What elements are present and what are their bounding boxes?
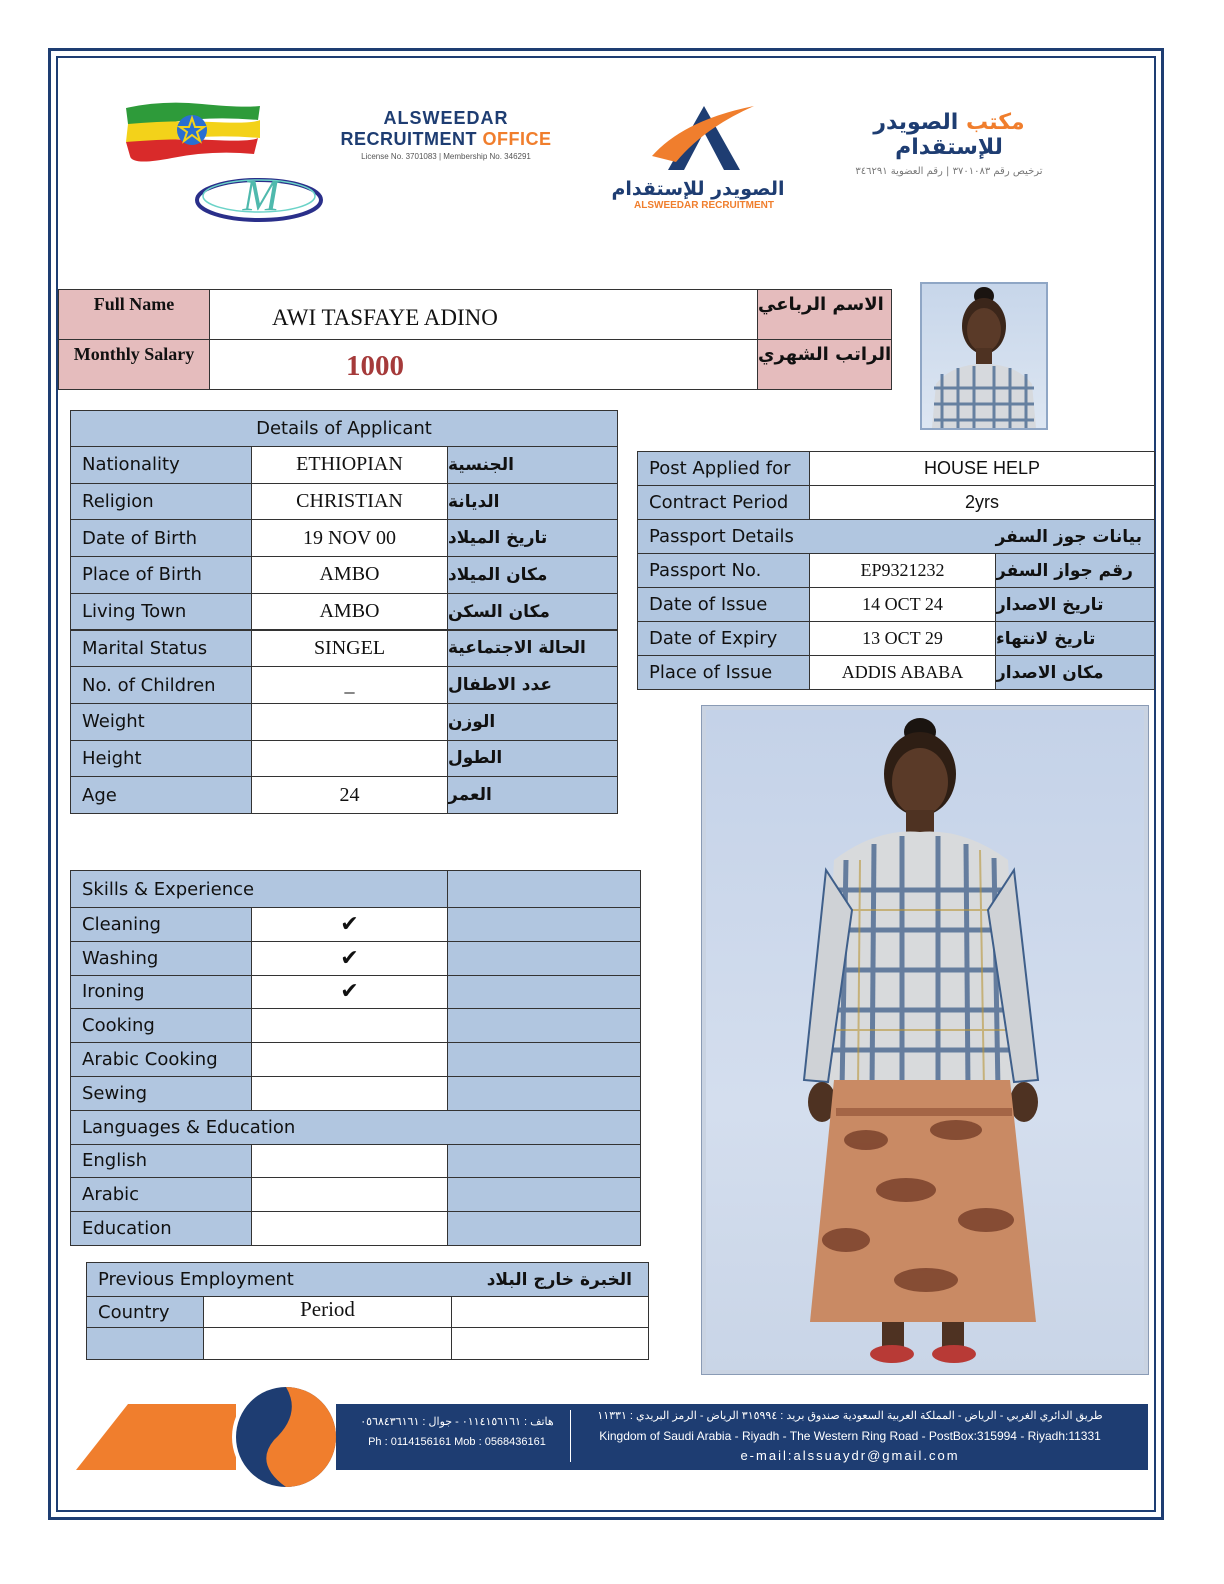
office-logo-arabic xyxy=(818,110,1080,177)
post-applied-value: HOUSE HELP xyxy=(809,451,1155,486)
passport-title-ar: بيانات جوز السفر xyxy=(995,526,1142,547)
country-label: Country xyxy=(86,1296,204,1328)
details-arabic: الوزن xyxy=(447,703,618,741)
details-label: Place of Birth xyxy=(70,556,252,594)
details-arabic: الحالة الاجتماعية xyxy=(447,630,618,668)
footer-separator xyxy=(570,1410,571,1462)
details-label: Marital Status xyxy=(70,630,252,668)
details-label: No. of Children xyxy=(70,666,252,704)
employment-empty-3 xyxy=(203,1327,452,1360)
footer-email: e-mail:alssuaydr@gmail.com xyxy=(740,1448,960,1463)
contract-period-label: Contract Period xyxy=(637,485,810,520)
details-arabic: مكان السكن xyxy=(447,593,618,631)
monthly-salary-value: 1000 xyxy=(209,339,758,390)
details-value: 24 xyxy=(251,776,448,814)
applicant-photo-small xyxy=(920,282,1048,430)
alogo-arabic-name: الصويدر للإستقدام xyxy=(611,178,785,200)
skill-label: Washing xyxy=(70,941,252,976)
details-label: Living Town xyxy=(70,593,252,631)
details-value: 19 NOV 00 xyxy=(251,519,448,557)
details-value xyxy=(251,740,448,778)
language-extra xyxy=(447,1177,641,1212)
skill-extra xyxy=(447,941,641,976)
details-arabic: مكان الميلاد xyxy=(447,556,618,594)
office-word: OFFICE xyxy=(482,129,552,149)
office-arabic-license: ترخيص رقم ٣٧٠١٠٨٣ | رقم العضوية ٣٤٦٢٩١ xyxy=(855,166,1043,177)
skill-extra xyxy=(447,1008,641,1043)
footer-phone-ar: هاتف : ٠١١٤١٥٦١٦١ - جوال : ٠٥٦٨٤٣٦١٦١ xyxy=(360,1416,554,1428)
details-label: Nationality xyxy=(70,446,252,484)
passport-arabic: رقم جواز السفر xyxy=(995,553,1155,588)
language-label: English xyxy=(70,1144,252,1179)
details-label: Date of Birth xyxy=(70,519,252,557)
skill-check-mark xyxy=(251,1042,448,1077)
passport-value: 14 OCT 24 xyxy=(809,587,996,622)
skill-extra xyxy=(447,1042,641,1077)
full-body-illustration xyxy=(706,710,1144,1370)
details-label: Height xyxy=(70,740,252,778)
footer-address xyxy=(580,1406,1120,1466)
skill-check-mark xyxy=(251,1008,448,1043)
skill-label: Sewing xyxy=(70,1076,252,1111)
footer-address-en: Kingdom of Saudi Arabia - Riyadh - The Western Ring Road - PostBox:315994 - Riyadh:11331 xyxy=(599,1429,1101,1443)
employment-empty-2 xyxy=(86,1327,204,1360)
details-arabic: العمر xyxy=(447,776,618,814)
skill-extra xyxy=(447,975,641,1010)
details-arabic: الديانة xyxy=(447,483,618,521)
skill-check-mark: ✔ xyxy=(251,975,448,1010)
skill-label: Cooking xyxy=(70,1008,252,1043)
details-value xyxy=(251,703,448,741)
details-value: SINGEL xyxy=(251,630,448,668)
ethiopian-flag-logo xyxy=(122,98,264,162)
details-value: CHRISTIAN xyxy=(251,483,448,521)
previous-employment-en: Previous Employment xyxy=(98,1269,294,1290)
details-arabic: عدد الاطفال xyxy=(447,666,618,704)
office-name-line2: RECRUITMENT OFFICE xyxy=(340,129,552,149)
details-arabic: الطول xyxy=(447,740,618,778)
portrait-illustration xyxy=(922,284,1046,428)
footer-contact xyxy=(350,1412,564,1452)
language-label: Arabic xyxy=(70,1177,252,1212)
previous-employment-ar: الخبرة خارج البلاد xyxy=(486,1269,632,1290)
skill-label: Ironing xyxy=(70,975,252,1010)
a-letter-icon xyxy=(644,100,764,172)
skill-extra xyxy=(447,1076,641,1111)
applicant-photo-full xyxy=(702,706,1148,1374)
passport-title-en: Passport Details xyxy=(649,526,794,547)
details-title: Details of Applicant xyxy=(70,410,618,447)
passport-arabic: مكان الاصدار xyxy=(995,655,1155,690)
footer-logo-shapes xyxy=(74,1384,344,1492)
footer-phone-en: Ph : 0114156161 Mob : 0568436161 xyxy=(368,1436,546,1448)
passport-label: Date of Issue xyxy=(637,587,810,622)
details-value: AMBO xyxy=(251,556,448,594)
alsweedar-a-logo xyxy=(606,100,802,220)
period-label: Period xyxy=(203,1296,452,1328)
language-value xyxy=(251,1211,448,1246)
language-value xyxy=(251,1144,448,1179)
office-arabic-title: مكتب الصويدر للإستقدام xyxy=(873,110,1025,160)
employment-empty-4 xyxy=(451,1327,649,1360)
full-name-label: Full Name xyxy=(58,289,210,340)
post-applied-label: Post Applied for xyxy=(637,451,810,486)
language-extra xyxy=(447,1211,641,1246)
passport-value: EP9321232 xyxy=(809,553,996,588)
footer-address-ar: طريق الدائري الغربي - الرياض - المملكة العربية السعودية صندوق بريد : ٣١٥٩٩٤ الرياض - الرمز البريدي : ١١٣٣١ xyxy=(597,1410,1103,1422)
skills-title-extra xyxy=(447,870,641,908)
language-value xyxy=(251,1177,448,1212)
monthly-salary-arabic: الراتب الشهري xyxy=(757,339,892,390)
office-name-line1: ALSWEEDAR xyxy=(383,108,509,128)
details-value: AMBO xyxy=(251,593,448,631)
passport-value: ADDIS ABABA xyxy=(809,655,996,690)
office-logo-english xyxy=(330,108,562,161)
details-value: _ xyxy=(251,666,448,704)
language-label: Education xyxy=(70,1211,252,1246)
skill-check-mark xyxy=(251,1076,448,1111)
skill-label: Cleaning xyxy=(70,907,252,942)
passport-details-title xyxy=(637,519,1155,554)
languages-title: Languages & Education xyxy=(70,1110,641,1145)
details-arabic: الجنسية xyxy=(447,446,618,484)
language-extra xyxy=(447,1144,641,1179)
passport-label: Place of Issue xyxy=(637,655,810,690)
details-label: Age xyxy=(70,776,252,814)
skill-check-mark: ✔ xyxy=(251,907,448,942)
alogo-english-name: ALSWEEDAR RECRUITMENT xyxy=(634,200,774,211)
full-name-arabic: الاسم الرباعي xyxy=(757,289,892,340)
passport-arabic: تاريخ الاصدار xyxy=(995,587,1155,622)
license-line: License No. 3701083 | Membership No. 346291 xyxy=(361,152,531,161)
passport-arabic: تاريخ لانتهاء xyxy=(995,621,1155,656)
passport-label: Passport No. xyxy=(637,553,810,588)
skill-check-mark: ✔ xyxy=(251,941,448,976)
contract-period-value: 2yrs xyxy=(809,485,1155,520)
passport-value: 13 OCT 29 xyxy=(809,621,996,656)
details-label: Religion xyxy=(70,483,252,521)
passport-label: Date of Expiry xyxy=(637,621,810,656)
details-label: Weight xyxy=(70,703,252,741)
skills-title: Skills & Experience xyxy=(70,870,448,908)
full-name-value: AWI TASFAYE ADINO xyxy=(209,289,758,340)
m-logo-letter: M xyxy=(242,171,280,220)
employment-empty-1 xyxy=(451,1296,649,1328)
details-arabic: تاريخ الميلاد xyxy=(447,519,618,557)
previous-employment-title xyxy=(86,1262,649,1297)
details-value: ETHIOPIAN xyxy=(251,446,448,484)
skill-extra xyxy=(447,907,641,942)
monthly-salary-label: Monthly Salary xyxy=(58,339,210,390)
skill-label: Arabic Cooking xyxy=(70,1042,252,1077)
